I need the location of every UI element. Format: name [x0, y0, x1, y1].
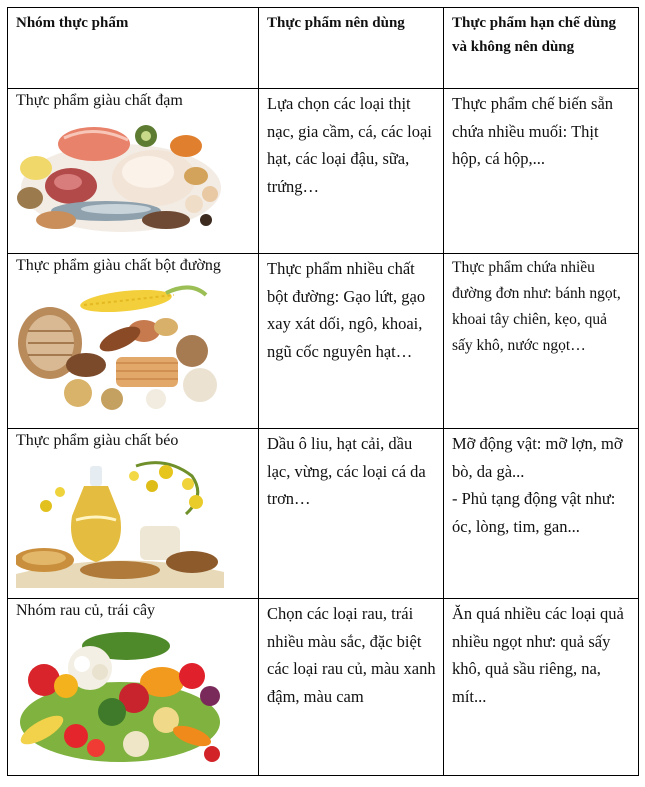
food-group-cell: [8, 599, 259, 776]
limited-cell: Ăn quá nhiều các loại quả nhiều ngọt như: quả sấy khô, quả sầu riêng, na, mít...: [444, 599, 639, 776]
recommended-cell: Thực phẩm nhiều chất bột đường: Gạo lứt, gạo xay xát dối, ngô, khoai, ngũ cốc nguyên hạt…: [259, 254, 444, 429]
table-row: [8, 254, 639, 429]
carbohydrate-foods-photo: [16, 281, 224, 411]
food-group-cell: [8, 254, 259, 429]
limited-text-offal: - Phủ tạng động vật như: óc, lòng, tim, gan...: [452, 489, 616, 536]
table-row: [8, 599, 639, 776]
food-group-cell: [8, 429, 259, 599]
recommended-cell: Dầu ô liu, hạt cải, dầu lạc, vừng, các loại cá da trơn…: [259, 429, 444, 599]
protein-foods-photo: [16, 116, 224, 236]
food-group-name: Nhóm rau củ, trái cây: [16, 602, 156, 619]
table-row: [8, 89, 639, 254]
food-group-name: Thực phẩm giàu chất bột đường: [16, 257, 221, 274]
header-limited: Thực phẩm hạn chế dùng và không nên dùng: [444, 8, 639, 89]
header-food-group: Nhóm thực phẩm: [8, 8, 259, 89]
limited-cell: Thực phẩm chế biến sẵn chứa nhiều muối: Thịt hộp, cá hộp,...: [444, 89, 639, 254]
food-group-name: Thực phẩm giàu chất đạm: [16, 92, 183, 109]
recommended-cell: Chọn các loại rau, trái nhiều màu sắc, đặc biệt các loại rau củ, màu xanh đậm, màu cam: [259, 599, 444, 776]
table-row: [8, 429, 639, 599]
limited-cell: Thực phẩm chứa nhiều đường đơn như: bánh ngọt, khoai tây chiên, kẹo, quả sấy khô, nước ngọt…: [444, 254, 639, 429]
limited-cell: [444, 429, 639, 599]
recommended-cell: Lựa chọn các loại thịt nạc, gia cầm, cá, các loại hạt, các loại đậu, sữa, trứng…: [259, 89, 444, 254]
food-groups-table: [7, 7, 639, 776]
healthy-fats-photo: [16, 456, 224, 588]
header-recommended: Thực phẩm nên dùng: [259, 8, 444, 89]
limited-text-animal-fat: Mỡ động vật: mỡ lợn, mỡ bò, da gà...: [452, 434, 623, 481]
food-group-cell: [8, 89, 259, 254]
header-row: [8, 8, 639, 89]
vegetables-fruits-photo: [16, 626, 224, 766]
food-group-name: Thực phẩm giàu chất béo: [16, 432, 179, 449]
